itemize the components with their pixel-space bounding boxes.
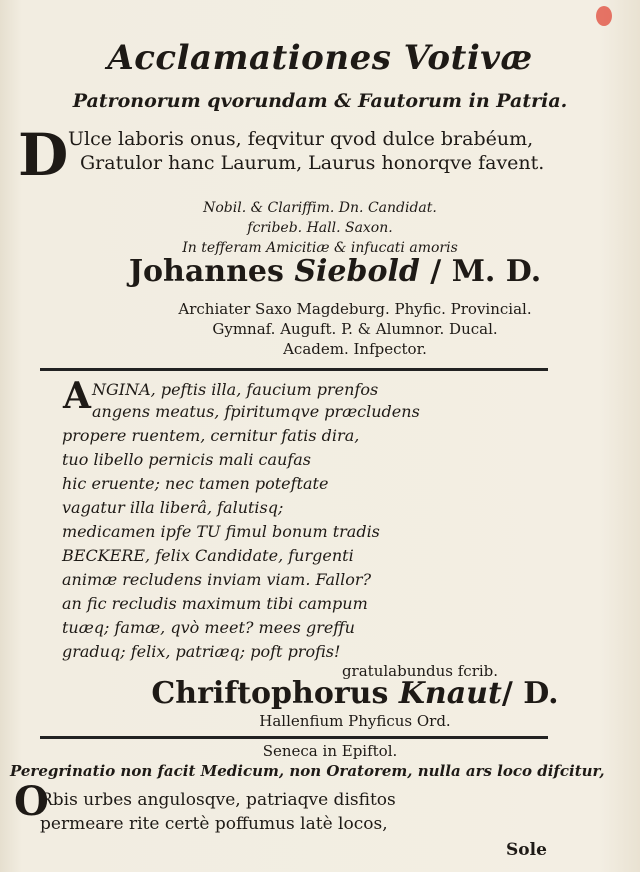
seneca-reference: Seneca in Epiftol. [262, 742, 398, 760]
author-surname: Siebold [294, 254, 420, 289]
closing-line-2: permeare rite certè poffumus latè locos, [40, 814, 388, 834]
gratulation-line: gratulabundus fcrib. [341, 662, 499, 680]
page-title: Acclamationes Votivæ [107, 38, 533, 78]
divider-rule [40, 368, 548, 371]
catchword: Sole [506, 840, 547, 860]
author-name-knaut [0, 676, 640, 711]
drop-cap-d: D [18, 121, 69, 189]
drop-cap-a: A [63, 375, 91, 417]
author-office-line: Academ. Infpector. [283, 340, 427, 358]
dedication-line: Nobil. & Clariffim. Dn. Candidat. [203, 200, 437, 216]
poem-line: hic eruente; nec tamen poteftate [62, 474, 329, 493]
poem-line: tuæq; famæ, qvò meet? mees greffu [62, 618, 355, 637]
poem-line: angens meatus, fpiritumqve præcludens [92, 402, 420, 421]
author-office-line: Hallenfium Phyficus Ord. [259, 712, 451, 730]
author-suffix: / D. [501, 676, 559, 711]
drop-cap-o: O [14, 778, 49, 825]
quote-line: Peregrinatio non facit Medicum, non Oratorem, nulla ars loco difcitur, [10, 762, 605, 780]
ink-stain [596, 6, 612, 26]
author-first-name: Johannes [128, 254, 284, 289]
poem-line: vagatur illa liberâ, falutisq; [62, 498, 284, 517]
poem-line: tuo libello pernicis mali caufas [62, 450, 312, 469]
poem-line: BECKERE, felix Candidate, furgenti [62, 546, 354, 565]
author-first-name: Chriftophorus [151, 676, 389, 711]
stanza-line-1: Ulce laboris onus, feqvitur qvod dulce brabéum, [68, 128, 534, 150]
closing-line-1: Rbis urbes angulosqve, patriaqve disfitos [40, 790, 396, 810]
dedication-line: fcribeb. Hall. Saxon. [247, 220, 393, 236]
divider-rule [40, 736, 548, 739]
poem-line: medicamen ipfe TU fimul bonum tradis [62, 522, 380, 541]
poem-line: graduq; felix, patriæq; poft profis! [62, 642, 341, 661]
author-degree: / M. D. [430, 254, 542, 289]
dedication-line: In tefferam Amicitiæ & infucati amoris [182, 240, 458, 256]
poem-line: propere ruentem, cernitur fatis dira, [62, 426, 360, 445]
author-office-line: Gymnaf. Auguft. P. & Alumnor. Ducal. [212, 320, 498, 338]
stanza-line-2: Gratulor hanc Laurum, Laurus honorqve favent. [80, 152, 545, 174]
subtitle: Patronorum qvorundam & Fautorum in Patria. [72, 90, 568, 112]
poem-line: animæ recludens inviam viam. Fallor? [62, 570, 372, 589]
poem-line: an fic recludis maximum tibi campum [62, 594, 368, 613]
author-office-line: Archiater Saxo Magdeburg. Phyfic. Provincial. [178, 300, 532, 318]
author-surname: Knaut [398, 676, 502, 711]
poem-line: NGINA, peftis illa, faucium prenfos [92, 380, 379, 399]
author-name-siebold [0, 254, 640, 289]
